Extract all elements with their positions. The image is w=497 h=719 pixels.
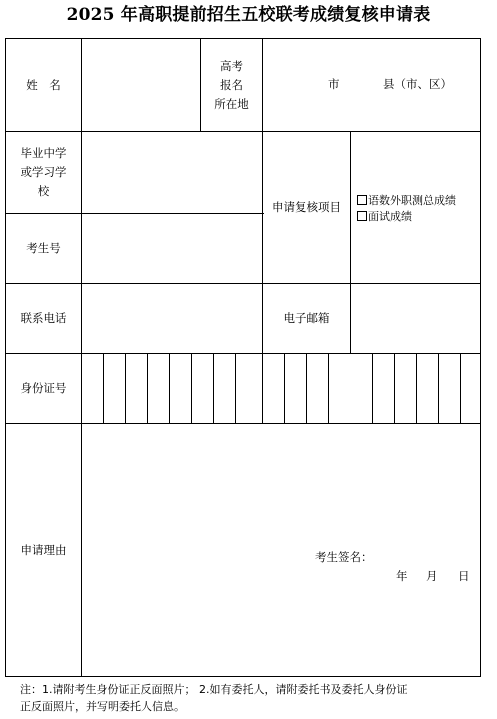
date-year: 年 <box>396 569 408 583</box>
id-digit-divider <box>438 353 439 423</box>
id-digit-divider <box>460 353 461 423</box>
id-digit-divider <box>235 353 236 423</box>
application-form-table <box>5 38 481 677</box>
signature-label: 考生签名： <box>315 550 373 564</box>
id-digit-divider <box>191 353 192 423</box>
school-field[interactable] <box>82 131 262 213</box>
checkbox-icon <box>357 211 367 221</box>
exam-number-label: 考生号 <box>26 240 61 255</box>
id-digit-divider <box>125 353 126 423</box>
name-field[interactable] <box>82 39 200 131</box>
email-label: 电子邮箱 <box>283 310 330 325</box>
form-title: 2025 年高职提前招生五校联考成绩复核申请表 <box>66 5 431 25</box>
id-digit-divider <box>416 353 417 423</box>
date-day: 日 <box>458 569 470 583</box>
gaokao-location-label: 高考 报名 所在地 <box>214 58 249 111</box>
id-digit-divider <box>372 353 373 423</box>
gaokao-location-field[interactable] <box>263 39 481 131</box>
school-label: 毕业中学 或学习学 校 <box>20 145 67 198</box>
footnote-line-2: 正反面照片，并写明委托人信息。 <box>20 700 185 713</box>
review-option-total-score[interactable]: 语数外职测总成绩 <box>357 193 456 208</box>
id-digit-divider <box>394 353 395 423</box>
review-option-interview[interactable]: 面试成绩 <box>357 209 412 224</box>
id-number-label: 身份证号 <box>20 380 67 395</box>
checkbox-icon <box>357 195 367 205</box>
id-digit-divider <box>284 353 285 423</box>
county-suffix: 县（市、区） <box>383 77 452 91</box>
reason-label: 申请理由 <box>20 542 67 557</box>
city-suffix: 市 <box>328 77 340 91</box>
name-label: 姓 名 <box>26 77 61 92</box>
exam-number-field[interactable] <box>82 214 262 283</box>
id-digit-divider <box>306 353 307 423</box>
phone-field[interactable] <box>82 284 262 353</box>
id-digit-divider <box>103 353 104 423</box>
footnote <box>20 681 490 715</box>
review-item-label: 申请复核项目 <box>272 199 341 214</box>
id-digit-divider <box>169 353 170 423</box>
reason-field[interactable] <box>82 424 481 677</box>
date-month: 月 <box>426 569 438 583</box>
id-digit-divider <box>328 353 329 423</box>
phone-label: 联系电话 <box>20 310 67 325</box>
email-field[interactable] <box>351 284 481 353</box>
id-digit-divider <box>147 353 148 423</box>
id-digit-divider <box>213 353 214 423</box>
footnote-line-1: 注：1.请附考生身份证正反面照片； 2.如有委托人，请附委托书及委托人身份证 <box>20 683 408 696</box>
review-options-cell <box>351 131 481 283</box>
